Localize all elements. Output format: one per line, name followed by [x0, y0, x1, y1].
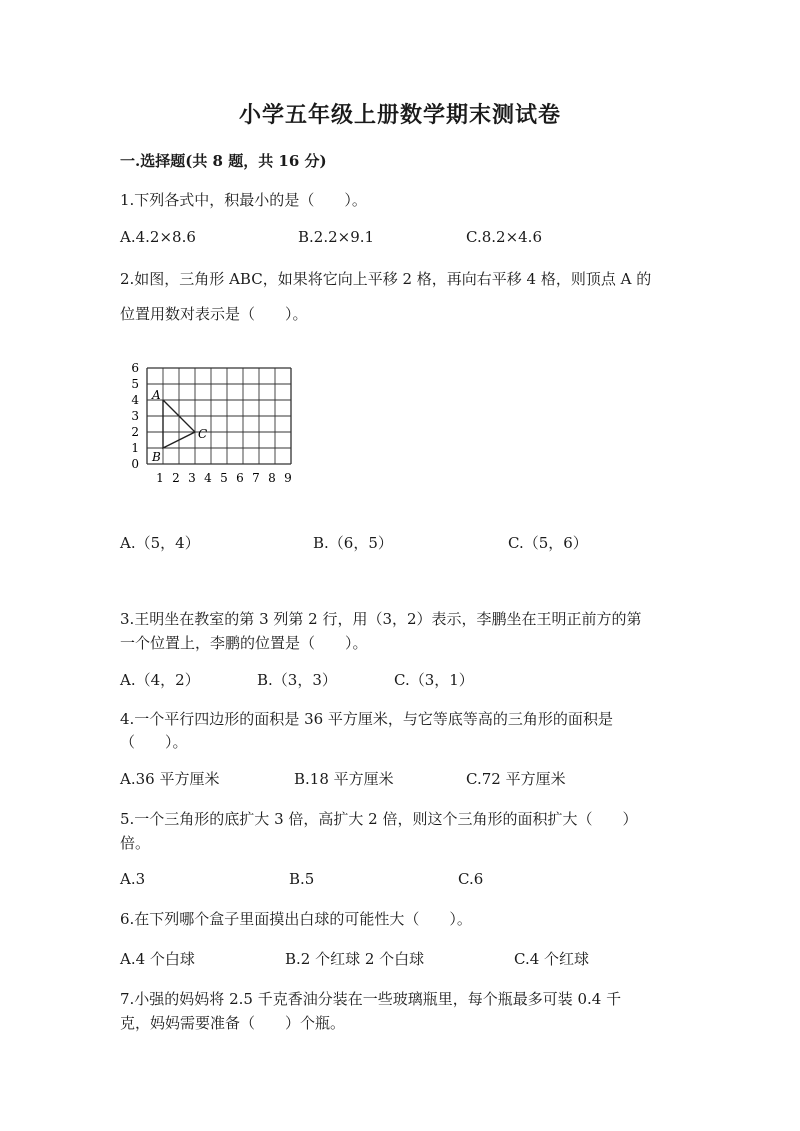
x-tick-label: 1 — [156, 471, 164, 485]
y-tick-label: 6 — [131, 361, 139, 375]
q3-option-c: C.（3，1） — [394, 671, 474, 689]
q6-option-c: C.4 个红球 — [514, 950, 590, 968]
vertex-label-c: C — [198, 427, 208, 441]
q4-option-c: C.72 平方厘米 — [466, 770, 566, 788]
q1-option-c: C.8.2×4.6 — [466, 228, 542, 246]
section-heading: 一.选择题(共 8 题，共 16 分) — [120, 152, 327, 170]
x-tick-label: 7 — [252, 471, 260, 485]
q2-option-a: A.（5，4） — [120, 534, 200, 552]
x-tick-label: 2 — [172, 471, 180, 485]
question-5-line-2: 倍。 — [120, 834, 151, 852]
question-7-line-1: 7.小强的妈妈将 2.5 千克香油分装在一些玻璃瓶里，每个瓶最多可装 0.4 千 — [120, 990, 622, 1008]
question-7-line-2: 克，妈妈需要准备（ ）个瓶。 — [120, 1014, 346, 1032]
question-6-line-1: 6.在下列哪个盒子里面摸出白球的可能性大（ ）。 — [120, 910, 472, 928]
x-axis-labels — [156, 471, 292, 485]
y-tick-label: 1 — [131, 441, 139, 455]
q1-option-a: A.4.2×8.6 — [120, 228, 196, 246]
q6-option-a: A.4 个白球 — [120, 950, 195, 968]
y-tick-label: 4 — [131, 393, 139, 407]
q3-option-b: B.（3，3） — [257, 671, 337, 689]
y-tick-label: 2 — [131, 425, 139, 439]
q5-option-c: C.6 — [458, 870, 484, 888]
question-2-line-2: 位置用数对表示是（ ）。 — [120, 305, 308, 323]
x-tick-label: 8 — [268, 471, 276, 485]
grid-lines — [147, 368, 291, 464]
q2-option-b: B.（6，5） — [313, 534, 393, 552]
x-tick-label: 4 — [204, 471, 212, 485]
question-4-line-2: （ ）。 — [120, 733, 188, 751]
x-tick-label: 9 — [284, 471, 292, 485]
question-3-line-1: 3.王明坐在教室的第 3 列第 2 行，用（3，2）表示，李鹏坐在王明正前方的第 — [120, 610, 642, 628]
x-tick-label: 3 — [188, 471, 196, 485]
vertex-label-a: A — [152, 388, 161, 402]
question-2-line-1: 2.如图，三角形 ABC，如果将它向上平移 2 格，再向右平移 4 格，则顶点 A 的 — [120, 270, 652, 288]
y-tick-label: 0 — [131, 457, 139, 471]
q1-option-b: B.2.2×9.1 — [298, 228, 375, 246]
q4-option-b: B.18 平方厘米 — [294, 770, 394, 788]
q6-option-b: B.2 个红球 2 个白球 — [285, 950, 425, 968]
question-4-line-1: 4.一个平行四边形的面积是 36 平方厘米，与它等底等高的三角形的面积是 — [120, 710, 613, 728]
q4-option-a: A.36 平方厘米 — [120, 770, 220, 788]
page-title: 小学五年级上册数学期末测试卷 — [238, 102, 561, 128]
q5-option-a: A.3 — [120, 870, 146, 888]
q3-option-a: A.（4，2） — [120, 671, 200, 689]
question-5-line-1: 5.一个三角形的底扩大 3 倍，高扩大 2 倍，则这个三角形的面积扩大（ ） — [120, 810, 638, 828]
x-tick-label: 5 — [220, 471, 228, 485]
x-tick-label: 6 — [236, 471, 244, 485]
question-3-line-2: 一个位置上，李鹏的位置是（ ）。 — [120, 634, 368, 652]
q2-option-c: C.（5，6） — [508, 534, 588, 552]
coordinate-grid-figure — [126, 358, 301, 488]
y-axis-labels — [131, 361, 139, 471]
q5-option-b: B.5 — [289, 870, 315, 888]
question-1-line-1: 1.下列各式中，积最小的是（ ）。 — [120, 191, 367, 209]
y-tick-label: 3 — [131, 409, 139, 423]
y-tick-label: 5 — [131, 377, 139, 391]
vertex-label-b: B — [152, 450, 161, 464]
